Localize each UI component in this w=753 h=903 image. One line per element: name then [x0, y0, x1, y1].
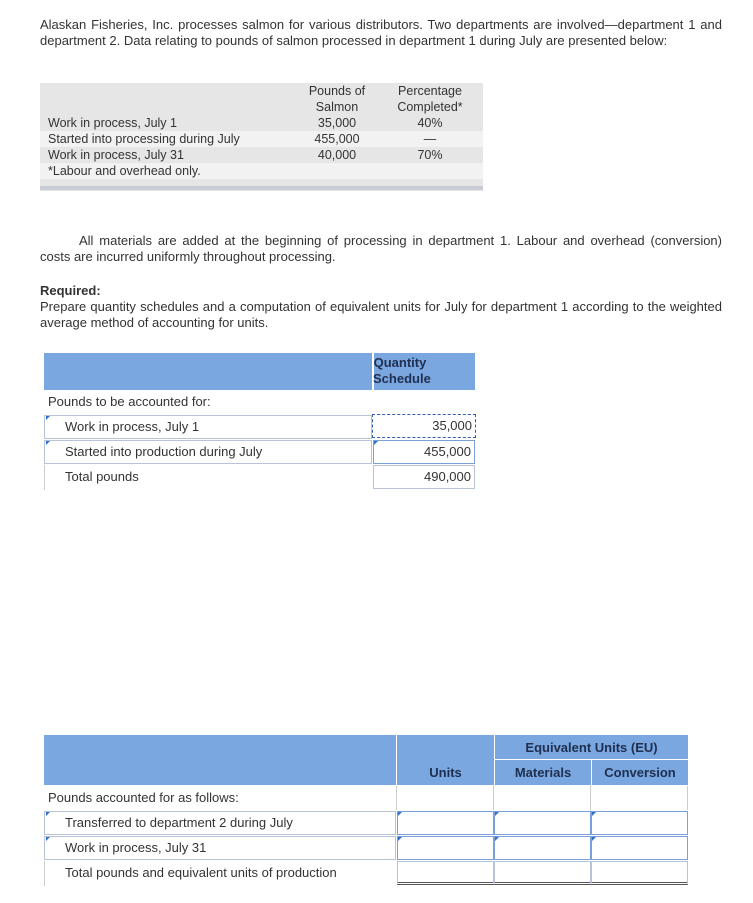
eu-total-label: Total pounds and equivalent units of production: [65, 865, 337, 880]
flag-icon: [592, 837, 596, 841]
row-label: Work in process, July 1: [48, 116, 177, 130]
qs-section-label: Pounds to be accounted for:: [48, 394, 211, 409]
eu-section-label: Pounds accounted for as follows:: [48, 790, 239, 805]
eu-materials-header: Materials: [514, 765, 572, 780]
required-text: Prepare quantity schedules and a computation of equivalent units for July for department 1 according to the weighted average method of accounting for units.: [40, 299, 722, 330]
eu-conversion-header: Conversion: [604, 765, 676, 780]
eu-transferred-units-field[interactable]: [397, 811, 494, 835]
col-divider: [396, 786, 397, 810]
header-percent-line1: Percentage: [398, 84, 462, 98]
eu-wip-units-field[interactable]: [397, 836, 494, 860]
header-pounds-line2: Salmon: [315, 100, 359, 114]
eu-wip-materials-field[interactable]: [494, 836, 591, 860]
row-pounds: 35,000: [317, 116, 357, 130]
header-pounds-line1: Pounds of: [308, 84, 366, 98]
flag-icon: [495, 812, 499, 816]
row-left-border: [44, 861, 45, 886]
qs-row-label: Started into production during July: [65, 444, 263, 459]
header-percent-line2: Completed*: [397, 100, 463, 114]
eu-group-header: Equivalent Units (EU): [525, 740, 658, 755]
qs-header-line1: Quantity: [373, 355, 427, 370]
row-pounds: 455,000: [314, 132, 360, 146]
flag-icon: [398, 837, 402, 841]
row-pounds: 40,000: [317, 148, 357, 162]
flag-icon: [46, 837, 50, 841]
col-divider: [687, 786, 688, 810]
flag-icon: [46, 812, 50, 816]
eu-row-label: Transferred to department 2 during July: [65, 815, 293, 830]
row-label: Work in process, July 31: [48, 148, 184, 162]
col-divider: [493, 786, 494, 810]
row-percent: 70%: [417, 148, 443, 162]
qs-started-field[interactable]: 455,000: [373, 440, 475, 464]
flag-icon: [495, 837, 499, 841]
eu-row-label: Work in process, July 31: [65, 840, 207, 855]
row-label: Started into processing during July: [48, 132, 240, 146]
eu-transferred-conversion-field[interactable]: [591, 811, 688, 835]
flag-icon: [398, 812, 402, 816]
eu-wip-conversion-field[interactable]: [591, 836, 688, 860]
eu-total-conversion-field[interactable]: [591, 861, 688, 885]
qs-row-label: Work in process, July 1: [65, 419, 200, 434]
qs-total-field[interactable]: 490,000: [373, 465, 475, 489]
row-percent: 40%: [417, 116, 443, 130]
eu-header-left: [44, 735, 396, 785]
flag-icon: [592, 812, 596, 816]
eu-transferred-materials-field[interactable]: [494, 811, 591, 835]
qs-header-line2: Schedule: [373, 371, 431, 386]
eu-total-units-field[interactable]: [397, 861, 494, 885]
eu-units-header: Units: [429, 765, 462, 780]
qs-total-label: Total pounds: [65, 469, 139, 484]
row-percent: —: [423, 132, 437, 146]
required-title: Required:: [40, 283, 101, 298]
footnote: *Labour and overhead only.: [48, 164, 201, 178]
process-notice: All materials are added at the beginning of processing in department 1. Labour and overhead (conversion) costs are incurred uniformly throughout processing.: [40, 233, 722, 264]
col-divider: [590, 786, 591, 810]
qs-wip-july1-field[interactable]: 35,000: [372, 414, 476, 438]
eu-total-materials-field[interactable]: [494, 861, 591, 885]
intro-paragraph: Alaskan Fisheries, Inc. processes salmon for various distributors. Two departments are involved—department 1 and department 2. Data relating to pounds of salmon processed in department 1 during July are presented below:: [40, 17, 722, 48]
